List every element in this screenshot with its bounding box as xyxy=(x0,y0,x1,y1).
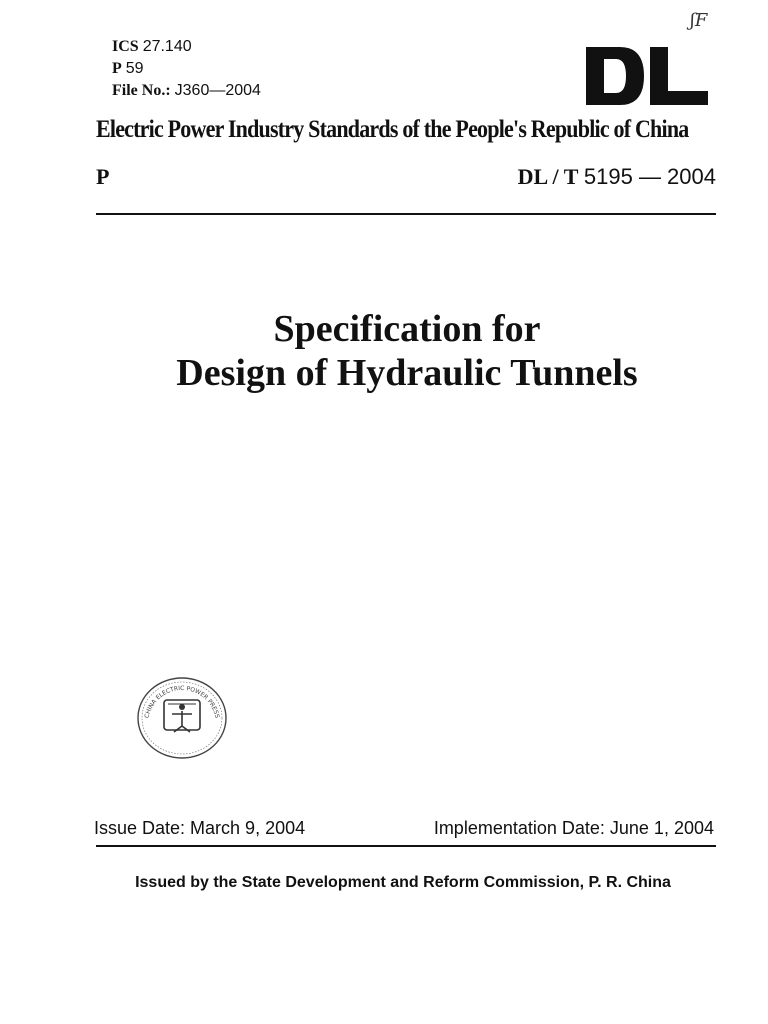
classification-letter: P xyxy=(96,164,110,189)
file-value: J360—2004 xyxy=(174,82,261,99)
p-label: P xyxy=(112,60,122,77)
file-number xyxy=(112,82,261,100)
document-title-line-1: Specification for xyxy=(273,308,541,350)
issued-by: Issued by the State Development and Reform Commission, P. R. China xyxy=(135,874,671,891)
file-label: File No.: xyxy=(112,82,171,99)
issuer-title: Electric Power Industry Standards of the People's Republic of China xyxy=(96,116,689,143)
document-title-line-2: Design of Hydraulic Tunnels xyxy=(176,352,638,394)
issue-date: Issue Date: March 9, 2004 xyxy=(94,818,306,838)
handwritten-mark: ʃF xyxy=(690,10,708,31)
p-code xyxy=(112,60,144,78)
ics-code xyxy=(112,38,192,56)
publisher-seal xyxy=(134,674,230,762)
p-value: 59 xyxy=(125,60,144,77)
standard-code-number: 5195 — 2004 xyxy=(583,164,716,189)
seal-ring-text: CHINA ELECTRIC POWER PRESS xyxy=(143,684,221,719)
standard-code-prefix: DL / T xyxy=(517,164,579,189)
header-divider xyxy=(96,213,716,215)
implementation-date: Implementation Date: June 1, 2004 xyxy=(433,818,714,838)
ics-value: 27.140 xyxy=(142,38,192,55)
ics-label: ICS xyxy=(112,38,139,55)
footer-divider xyxy=(96,845,716,847)
dl-logo xyxy=(586,47,708,105)
standard-code xyxy=(518,164,716,190)
